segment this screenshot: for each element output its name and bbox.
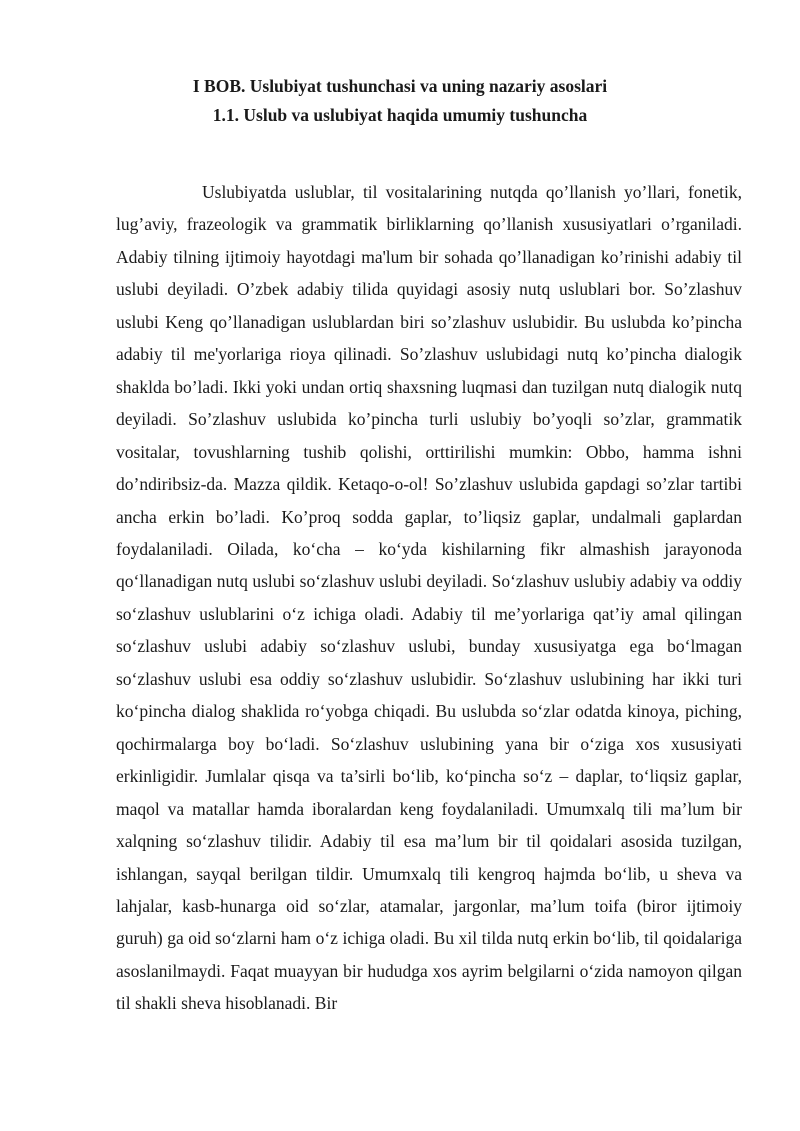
body-paragraph: Uslubiyatda uslublar, til vositalarining nutqda qo’llanish yo’llari, fonetik, lug’aviy, frazeologik va grammatik birliklarning qo’llanish xususiyatlari o’rganiladi. Adabiy tilning ijtimoiy hayotdagi ma'lum bir sohada qo’llanadigan ko’rinishi adabiy til uslubi deyiladi. O’zbek adabiy tilida quyidagi asosiy nutq uslublari bor. So’zlashuv uslubi Keng qo’llanadigan uslublardan biri so’zlashuv uslubidir. Bu uslubda ko’pincha adabiy til me'yorlariga rioya qilinadi. So’zlashuv uslubidagi nutq ko’pincha dialogik shaklda bo’ladi. Ikki yoki undan ortiq shaxsning luqmasi dan tuzilgan nutq dialogik nutq deyiladi. So’zlashuv uslubida ko’pincha turli uslubiy bo’yoqli so’zlar, grammatik vositalar, tovushlarning tushib qolishi, orttirilishi mumkin: Obbo, hamma ishni do’ndiribsiz-da. Mazza qildik. Ketaqo-o-ol! So’zlashuv uslubida gapdagi so’zlar tartibi ancha erkin bo’ladi. Ko’proq sodda gaplar, to’liqsiz gaplar, undalmali gaplardan foydalaniladi. Oilada, ko‘cha – ko‘yda kishilarning fikr almashish jarayonoda qo‘llanadigan nutq uslubi so‘zlashuv uslubi deyiladi. So‘zlashuv uslubiy adabiy va oddiy so‘zlashuv uslublarini o‘z ichiga oladi. Adabiy til me’yorlariga qat’iy amal qilingan so‘zlashuv uslubi adabiy so‘zlashuv uslubi, bunday xususiyatga ega bo‘lmagan so‘zlashuv uslubi esa oddiy so‘zlashuv uslubidir. So‘zlashuv uslubining har ikki turi ko‘pincha dialog shaklida ro‘yobga chiqadi. Bu uslubda so‘zlar odatda kinoya, piching, qochirmalarga boy bo‘ladi. So‘zlashuv uslubining yana bir o‘ziga xos xususiyati erkinligidir. Jumlalar qisqa va ta’sirli bo‘lib, ko‘pincha so‘z – daplar, to‘liqsiz gaplar, maqol va matallar hamda iboralardan keng foydalaniladi. Umumxalq tili ma’lum bir xalqning so‘zlashuv tilidir. Adabiy til esa ma’lum bir til qoidalari asosida tuzilgan, ishlangan, sayqal berilgan tildir. Umumxalq tili kengroq hajmda bo‘lib, u sheva va lahjalar, kasb-hunarga oid so‘zlar, atamalar, jargonlar, ma’lum toifa (biror ijtimoiy guruh) ga oid so‘zlarni ham o‘z ichiga oladi. Bu xil tilda nutq erkin bo‘lib, til qoidalariga asoslanilmaydi. Faqat muayyan bir hududga xos ayrim belgilarni o‘zida namoyon qilgan til shakli sheva hisoblanadi. Bir	[116, 182, 742, 1014]
chapter-title: I BOB. Uslubiyat tushunchasi va uning nazariy asoslari	[192, 76, 608, 96]
section-title: 1.1. Uslub va uslubiyat haqida umumiy tushuncha	[212, 105, 588, 125]
